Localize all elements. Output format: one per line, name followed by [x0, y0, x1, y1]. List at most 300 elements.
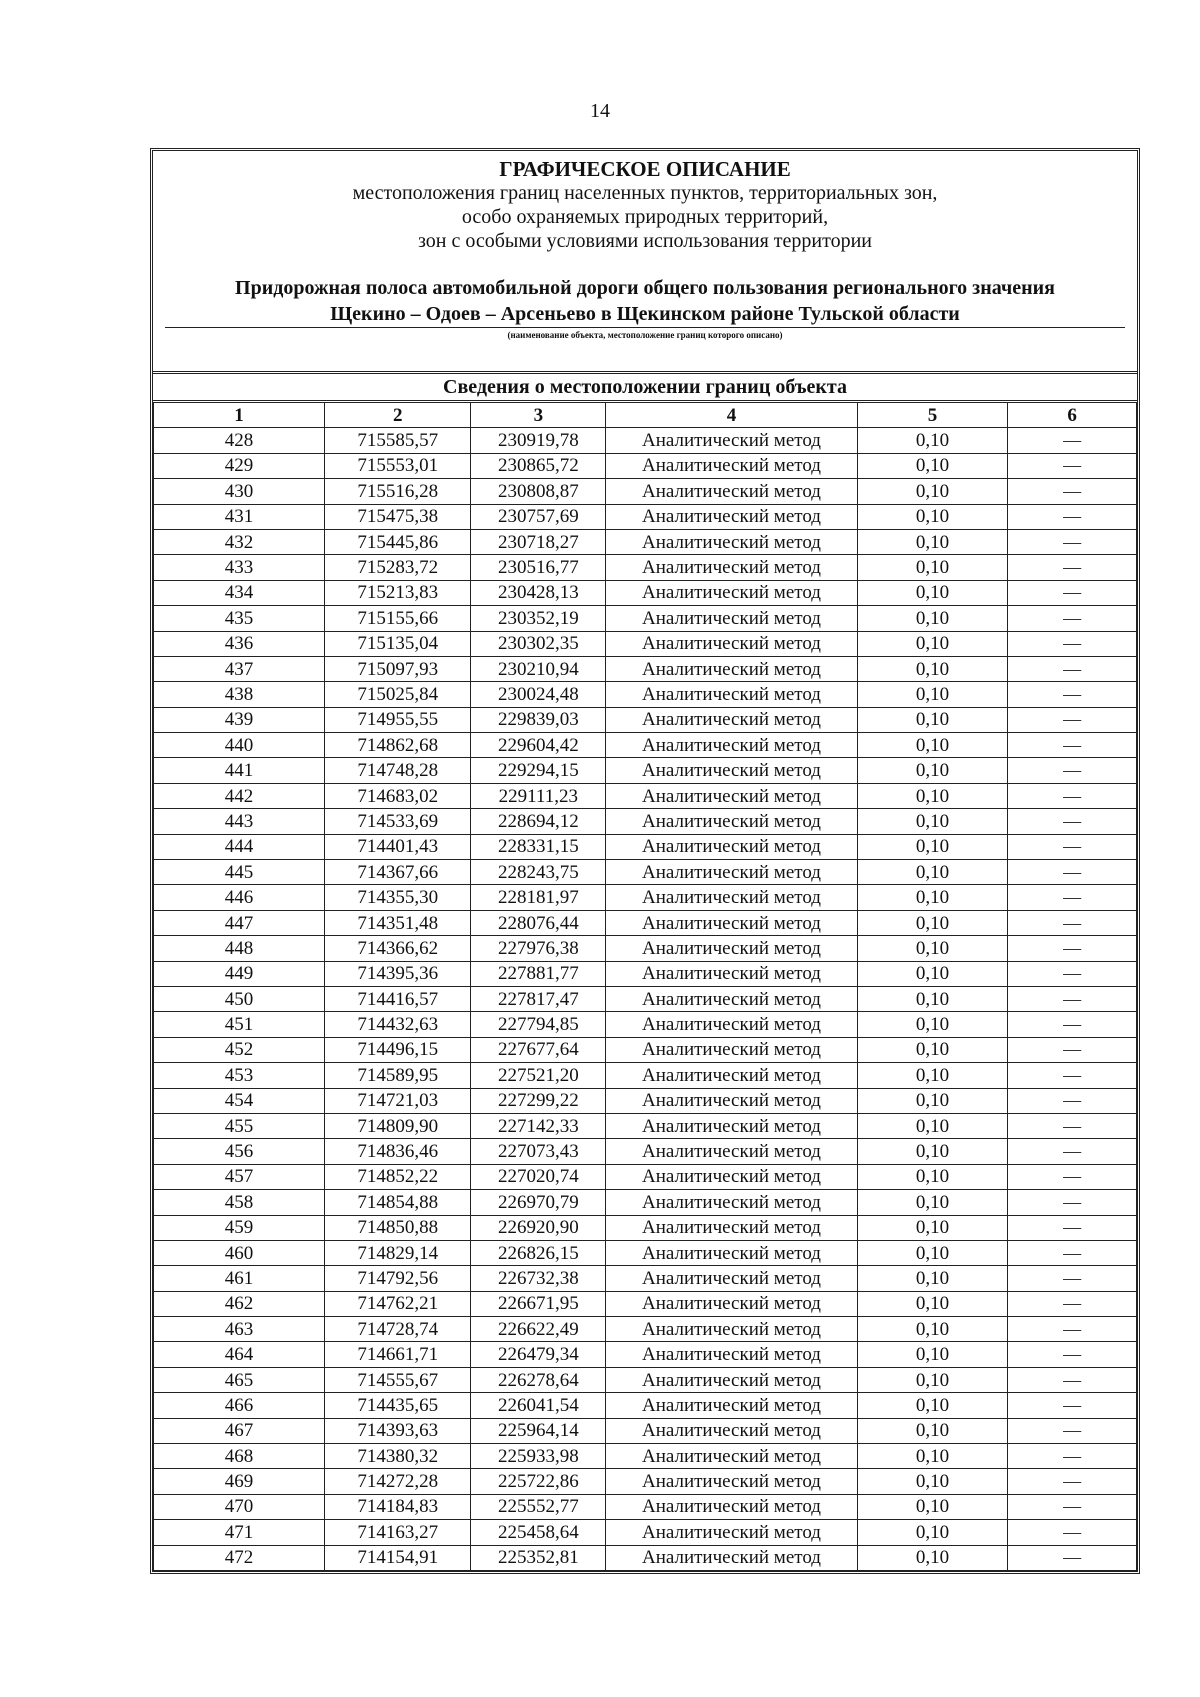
- accuracy-cell: 0,10: [857, 1494, 1007, 1519]
- point-number-cell: 432: [154, 529, 325, 554]
- table-header-row: [154, 402, 1137, 428]
- accuracy-cell: 0,10: [857, 479, 1007, 504]
- y-coordinate-cell: 225933,98: [471, 1444, 606, 1469]
- point-number-cell: 435: [154, 606, 325, 631]
- accuracy-cell: 0,10: [857, 1215, 1007, 1240]
- method-cell: Аналитический метод: [606, 1190, 858, 1215]
- description-cell: —: [1008, 707, 1137, 732]
- description-cell: —: [1008, 504, 1137, 529]
- description-cell: —: [1008, 529, 1137, 554]
- accuracy-cell: 0,10: [857, 1342, 1007, 1367]
- point-number-cell: 439: [154, 707, 325, 732]
- y-coordinate-cell: 226826,15: [471, 1240, 606, 1265]
- x-coordinate-cell: 714728,74: [325, 1317, 471, 1342]
- document-subtitle-line-2: особо охраняемых природных территорий,: [461, 206, 829, 228]
- y-coordinate-cell: 230919,78: [471, 428, 606, 453]
- description-cell: —: [1008, 1418, 1137, 1443]
- accuracy-cell: 0,10: [857, 504, 1007, 529]
- y-coordinate-cell: 228181,97: [471, 885, 606, 910]
- description-cell: —: [1008, 555, 1137, 580]
- description-cell: —: [1008, 961, 1137, 986]
- method-cell: Аналитический метод: [606, 1063, 858, 1088]
- y-coordinate-cell: 227142,33: [471, 1113, 606, 1138]
- accuracy-cell: 0,10: [857, 910, 1007, 935]
- point-number-cell: 459: [154, 1215, 325, 1240]
- description-cell: —: [1008, 885, 1137, 910]
- table-row: [154, 580, 1137, 605]
- point-number-cell: 446: [154, 885, 325, 910]
- table-row: [154, 1139, 1137, 1164]
- accuracy-cell: 0,10: [857, 986, 1007, 1011]
- x-coordinate-cell: 715283,72: [325, 555, 471, 580]
- point-number-cell: 442: [154, 783, 325, 808]
- description-cell: —: [1008, 1494, 1137, 1519]
- method-cell: Аналитический метод: [606, 1545, 858, 1570]
- method-cell: Аналитический метод: [606, 1418, 858, 1443]
- description-cell: —: [1008, 1291, 1137, 1316]
- y-coordinate-cell: 225964,14: [471, 1418, 606, 1443]
- document-title: ГРАФИЧЕСКОЕ ОПИСАНИЕ: [499, 157, 791, 181]
- table-row: [154, 1088, 1137, 1113]
- accuracy-cell: 0,10: [857, 809, 1007, 834]
- description-cell: —: [1008, 479, 1137, 504]
- y-coordinate-cell: 226671,95: [471, 1291, 606, 1316]
- table-row: [154, 961, 1137, 986]
- table-row: [154, 733, 1137, 758]
- object-name: [165, 275, 1125, 328]
- point-number-cell: 466: [154, 1393, 325, 1418]
- point-number-cell: 434: [154, 580, 325, 605]
- y-coordinate-cell: 226479,34: [471, 1342, 606, 1367]
- point-number-cell: 472: [154, 1545, 325, 1570]
- y-coordinate-cell: 227881,77: [471, 961, 606, 986]
- table-row: [154, 453, 1137, 478]
- method-cell: Аналитический метод: [606, 1113, 858, 1138]
- point-number-cell: 461: [154, 1266, 325, 1291]
- method-cell: Аналитический метод: [606, 885, 858, 910]
- accuracy-cell: 0,10: [857, 1469, 1007, 1494]
- description-cell: —: [1008, 1164, 1137, 1189]
- method-cell: Аналитический метод: [606, 1444, 858, 1469]
- point-number-cell: 450: [154, 986, 325, 1011]
- x-coordinate-cell: 715553,01: [325, 453, 471, 478]
- point-number-cell: 449: [154, 961, 325, 986]
- method-cell: Аналитический метод: [606, 707, 858, 732]
- table-row: [154, 656, 1137, 681]
- description-cell: —: [1008, 606, 1137, 631]
- x-coordinate-cell: 714721,03: [325, 1088, 471, 1113]
- accuracy-cell: 0,10: [857, 1063, 1007, 1088]
- y-coordinate-cell: 227073,43: [471, 1139, 606, 1164]
- x-coordinate-cell: 714955,55: [325, 707, 471, 732]
- y-coordinate-cell: 228694,12: [471, 809, 606, 834]
- x-coordinate-cell: 714496,15: [325, 1037, 471, 1062]
- column-header-1: 1: [154, 402, 325, 428]
- description-cell: —: [1008, 1063, 1137, 1088]
- y-coordinate-cell: 230302,35: [471, 631, 606, 656]
- x-coordinate-cell: 714852,22: [325, 1164, 471, 1189]
- y-coordinate-cell: 229839,03: [471, 707, 606, 732]
- table-row: [154, 910, 1137, 935]
- description-cell: —: [1008, 1012, 1137, 1037]
- description-cell: —: [1008, 1139, 1137, 1164]
- method-cell: Аналитический метод: [606, 1367, 858, 1392]
- table-row: [154, 1393, 1137, 1418]
- table-row: [154, 1494, 1137, 1519]
- point-number-cell: 437: [154, 656, 325, 681]
- description-cell: —: [1008, 1215, 1137, 1240]
- y-coordinate-cell: 230757,69: [471, 504, 606, 529]
- point-number-cell: 448: [154, 936, 325, 961]
- description-cell: —: [1008, 1469, 1137, 1494]
- accuracy-cell: 0,10: [857, 656, 1007, 681]
- table-row: [154, 682, 1137, 707]
- y-coordinate-cell: 230516,77: [471, 555, 606, 580]
- description-cell: —: [1008, 936, 1137, 961]
- y-coordinate-cell: 229294,15: [471, 758, 606, 783]
- accuracy-cell: 0,10: [857, 555, 1007, 580]
- accuracy-cell: 0,10: [857, 606, 1007, 631]
- table-row: [154, 1037, 1137, 1062]
- table-body: [154, 428, 1137, 1571]
- accuracy-cell: 0,10: [857, 580, 1007, 605]
- table-row: [154, 428, 1137, 453]
- description-cell: —: [1008, 631, 1137, 656]
- description-cell: —: [1008, 1266, 1137, 1291]
- y-coordinate-cell: 230210,94: [471, 656, 606, 681]
- method-cell: Аналитический метод: [606, 758, 858, 783]
- x-coordinate-cell: 715097,93: [325, 656, 471, 681]
- method-cell: Аналитический метод: [606, 682, 858, 707]
- point-number-cell: 438: [154, 682, 325, 707]
- x-coordinate-cell: 714366,62: [325, 936, 471, 961]
- x-coordinate-cell: 714380,32: [325, 1444, 471, 1469]
- accuracy-cell: 0,10: [857, 1317, 1007, 1342]
- x-coordinate-cell: 715445,86: [325, 529, 471, 554]
- point-number-cell: 463: [154, 1317, 325, 1342]
- description-cell: —: [1008, 1240, 1137, 1265]
- accuracy-cell: 0,10: [857, 529, 1007, 554]
- y-coordinate-cell: 230024,48: [471, 682, 606, 707]
- point-number-cell: 462: [154, 1291, 325, 1316]
- document-subtitle-line-1: местоположения границ населенных пунктов, территориальных зон,: [352, 182, 938, 204]
- x-coordinate-cell: 714589,95: [325, 1063, 471, 1088]
- accuracy-cell: 0,10: [857, 733, 1007, 758]
- y-coordinate-cell: 229604,42: [471, 733, 606, 758]
- table-row: [154, 1444, 1137, 1469]
- accuracy-cell: 0,10: [857, 707, 1007, 732]
- description-cell: —: [1008, 1545, 1137, 1570]
- accuracy-cell: 0,10: [857, 1266, 1007, 1291]
- accuracy-cell: 0,10: [857, 1444, 1007, 1469]
- y-coordinate-cell: 227521,20: [471, 1063, 606, 1088]
- description-cell: —: [1008, 453, 1137, 478]
- column-header-4: 4: [606, 402, 858, 428]
- method-cell: Аналитический метод: [606, 656, 858, 681]
- y-coordinate-cell: 226622,49: [471, 1317, 606, 1342]
- method-cell: Аналитический метод: [606, 986, 858, 1011]
- document-frame: [150, 148, 1140, 1574]
- table-row: [154, 1317, 1137, 1342]
- accuracy-cell: 0,10: [857, 1190, 1007, 1215]
- table-row: [154, 1113, 1137, 1138]
- method-cell: Аналитический метод: [606, 1317, 858, 1342]
- point-number-cell: 429: [154, 453, 325, 478]
- accuracy-cell: 0,10: [857, 1139, 1007, 1164]
- y-coordinate-cell: 226920,90: [471, 1215, 606, 1240]
- table-row: [154, 809, 1137, 834]
- accuracy-cell: 0,10: [857, 834, 1007, 859]
- table-row: [154, 529, 1137, 554]
- accuracy-cell: 0,10: [857, 428, 1007, 453]
- point-number-cell: 471: [154, 1520, 325, 1545]
- y-coordinate-cell: 228331,15: [471, 834, 606, 859]
- table-row: [154, 783, 1137, 808]
- table-row: [154, 1291, 1137, 1316]
- description-cell: —: [1008, 1317, 1137, 1342]
- column-header-5: 5: [857, 402, 1007, 428]
- x-coordinate-cell: 714351,48: [325, 910, 471, 935]
- y-coordinate-cell: 227299,22: [471, 1088, 606, 1113]
- y-coordinate-cell: 225552,77: [471, 1494, 606, 1519]
- description-cell: —: [1008, 783, 1137, 808]
- x-coordinate-cell: 714792,56: [325, 1266, 471, 1291]
- x-coordinate-cell: 715516,28: [325, 479, 471, 504]
- x-coordinate-cell: 714154,91: [325, 1545, 471, 1570]
- method-cell: Аналитический метод: [606, 860, 858, 885]
- description-cell: —: [1008, 428, 1137, 453]
- accuracy-cell: 0,10: [857, 783, 1007, 808]
- x-coordinate-cell: 715135,04: [325, 631, 471, 656]
- point-number-cell: 460: [154, 1240, 325, 1265]
- x-coordinate-cell: 714748,28: [325, 758, 471, 783]
- description-cell: —: [1008, 1444, 1137, 1469]
- x-coordinate-cell: 714355,30: [325, 885, 471, 910]
- y-coordinate-cell: 230865,72: [471, 453, 606, 478]
- x-coordinate-cell: 714272,28: [325, 1469, 471, 1494]
- accuracy-cell: 0,10: [857, 1240, 1007, 1265]
- point-number-cell: 444: [154, 834, 325, 859]
- description-cell: —: [1008, 656, 1137, 681]
- x-coordinate-cell: 714163,27: [325, 1520, 471, 1545]
- method-cell: Аналитический метод: [606, 961, 858, 986]
- method-cell: Аналитический метод: [606, 606, 858, 631]
- y-coordinate-cell: 228076,44: [471, 910, 606, 935]
- object-name-line-1: Придорожная полоса автомобильной дороги общего пользования регионального значения: [235, 277, 1055, 299]
- point-number-cell: 456: [154, 1139, 325, 1164]
- x-coordinate-cell: 715475,38: [325, 504, 471, 529]
- accuracy-cell: 0,10: [857, 961, 1007, 986]
- table-row: [154, 758, 1137, 783]
- method-cell: Аналитический метод: [606, 1469, 858, 1494]
- point-number-cell: 469: [154, 1469, 325, 1494]
- table-row: [154, 1012, 1137, 1037]
- method-cell: Аналитический метод: [606, 1342, 858, 1367]
- x-coordinate-cell: 714836,46: [325, 1139, 471, 1164]
- method-cell: Аналитический метод: [606, 479, 858, 504]
- table-row: [154, 885, 1137, 910]
- accuracy-cell: 0,10: [857, 1088, 1007, 1113]
- accuracy-cell: 0,10: [857, 1545, 1007, 1570]
- x-coordinate-cell: 714683,02: [325, 783, 471, 808]
- table-row: [154, 1342, 1137, 1367]
- y-coordinate-cell: 230718,27: [471, 529, 606, 554]
- point-number-cell: 431: [154, 504, 325, 529]
- x-coordinate-cell: 715025,84: [325, 682, 471, 707]
- table-row: [154, 606, 1137, 631]
- x-coordinate-cell: 714416,57: [325, 986, 471, 1011]
- method-cell: Аналитический метод: [606, 1012, 858, 1037]
- y-coordinate-cell: 227794,85: [471, 1012, 606, 1037]
- x-coordinate-cell: 714555,67: [325, 1367, 471, 1392]
- method-cell: Аналитический метод: [606, 1139, 858, 1164]
- point-number-cell: 458: [154, 1190, 325, 1215]
- method-cell: Аналитический метод: [606, 1494, 858, 1519]
- x-coordinate-cell: 715585,57: [325, 428, 471, 453]
- point-number-cell: 457: [154, 1164, 325, 1189]
- y-coordinate-cell: 225458,64: [471, 1520, 606, 1545]
- table-row: [154, 1190, 1137, 1215]
- method-cell: Аналитический метод: [606, 555, 858, 580]
- method-cell: Аналитический метод: [606, 1215, 858, 1240]
- description-cell: —: [1008, 986, 1137, 1011]
- point-number-cell: 433: [154, 555, 325, 580]
- point-number-cell: 430: [154, 479, 325, 504]
- point-number-cell: 451: [154, 1012, 325, 1037]
- x-coordinate-cell: 714809,90: [325, 1113, 471, 1138]
- header-block: [153, 151, 1137, 351]
- method-cell: Аналитический метод: [606, 910, 858, 935]
- y-coordinate-cell: 230352,19: [471, 606, 606, 631]
- table-row: [154, 1418, 1137, 1443]
- point-number-cell: 428: [154, 428, 325, 453]
- method-cell: Аналитический метод: [606, 783, 858, 808]
- point-number-cell: 453: [154, 1063, 325, 1088]
- table-row: [154, 1545, 1137, 1570]
- method-cell: Аналитический метод: [606, 1520, 858, 1545]
- description-cell: —: [1008, 580, 1137, 605]
- table-row: [154, 1520, 1137, 1545]
- point-number-cell: 468: [154, 1444, 325, 1469]
- description-cell: —: [1008, 1520, 1137, 1545]
- y-coordinate-cell: 227817,47: [471, 986, 606, 1011]
- accuracy-cell: 0,10: [857, 1418, 1007, 1443]
- method-cell: Аналитический метод: [606, 453, 858, 478]
- x-coordinate-cell: 714762,21: [325, 1291, 471, 1316]
- accuracy-cell: 0,10: [857, 936, 1007, 961]
- x-coordinate-cell: 714533,69: [325, 809, 471, 834]
- x-coordinate-cell: 714367,66: [325, 860, 471, 885]
- x-coordinate-cell: 714435,65: [325, 1393, 471, 1418]
- point-number-cell: 441: [154, 758, 325, 783]
- section-title: Сведения о местоположении границ объекта: [153, 371, 1137, 400]
- table-row: [154, 1266, 1137, 1291]
- accuracy-cell: 0,10: [857, 1012, 1007, 1037]
- y-coordinate-cell: 227677,64: [471, 1037, 606, 1062]
- description-cell: —: [1008, 733, 1137, 758]
- x-coordinate-cell: 714393,63: [325, 1418, 471, 1443]
- point-number-cell: 443: [154, 809, 325, 834]
- document-subtitle-line-3: зон с особыми условиями использования территории: [417, 230, 873, 252]
- x-coordinate-cell: 714395,36: [325, 961, 471, 986]
- accuracy-cell: 0,10: [857, 682, 1007, 707]
- point-number-cell: 436: [154, 631, 325, 656]
- x-coordinate-cell: 714854,88: [325, 1190, 471, 1215]
- table-row: [154, 1215, 1137, 1240]
- x-coordinate-cell: 714184,83: [325, 1494, 471, 1519]
- column-header-2: 2: [325, 402, 471, 428]
- y-coordinate-cell: 230808,87: [471, 479, 606, 504]
- accuracy-cell: 0,10: [857, 1520, 1007, 1545]
- point-number-cell: 467: [154, 1418, 325, 1443]
- x-coordinate-cell: 714862,68: [325, 733, 471, 758]
- point-number-cell: 440: [154, 733, 325, 758]
- table-row: [154, 986, 1137, 1011]
- point-number-cell: 447: [154, 910, 325, 935]
- description-cell: —: [1008, 1113, 1137, 1138]
- point-number-cell: 454: [154, 1088, 325, 1113]
- table-row: [154, 504, 1137, 529]
- table-row: [154, 1240, 1137, 1265]
- table-row: [154, 1164, 1137, 1189]
- x-coordinate-cell: 714661,71: [325, 1342, 471, 1367]
- point-number-cell: 464: [154, 1342, 325, 1367]
- table-row: [154, 1367, 1137, 1392]
- y-coordinate-cell: 225352,81: [471, 1545, 606, 1570]
- x-coordinate-cell: 715155,66: [325, 606, 471, 631]
- object-name-caption: (наименование объекта, местоположение границ которого описано): [507, 330, 783, 340]
- point-number-cell: 445: [154, 860, 325, 885]
- y-coordinate-cell: 227020,74: [471, 1164, 606, 1189]
- method-cell: Аналитический метод: [606, 1393, 858, 1418]
- accuracy-cell: 0,10: [857, 1037, 1007, 1062]
- point-number-cell: 470: [154, 1494, 325, 1519]
- table-row: [154, 860, 1137, 885]
- table-row: [154, 631, 1137, 656]
- method-cell: Аналитический метод: [606, 631, 858, 656]
- description-cell: —: [1008, 860, 1137, 885]
- description-cell: —: [1008, 682, 1137, 707]
- table-row: [154, 1063, 1137, 1088]
- accuracy-cell: 0,10: [857, 758, 1007, 783]
- accuracy-cell: 0,10: [857, 1113, 1007, 1138]
- x-coordinate-cell: 714829,14: [325, 1240, 471, 1265]
- y-coordinate-cell: 227976,38: [471, 936, 606, 961]
- table-row: [154, 936, 1137, 961]
- y-coordinate-cell: 228243,75: [471, 860, 606, 885]
- object-name-line-2: Щекино – Одоев – Арсеньево в Щекинском районе Тульской области: [330, 303, 960, 325]
- table-row: [154, 555, 1137, 580]
- y-coordinate-cell: 226970,79: [471, 1190, 606, 1215]
- x-coordinate-cell: 714432,63: [325, 1012, 471, 1037]
- method-cell: Аналитический метод: [606, 1164, 858, 1189]
- y-coordinate-cell: 226041,54: [471, 1393, 606, 1418]
- method-cell: Аналитический метод: [606, 1266, 858, 1291]
- method-cell: Аналитический метод: [606, 1088, 858, 1113]
- description-cell: —: [1008, 809, 1137, 834]
- accuracy-cell: 0,10: [857, 453, 1007, 478]
- description-cell: —: [1008, 1367, 1137, 1392]
- method-cell: Аналитический метод: [606, 428, 858, 453]
- coordinates-table: [153, 400, 1137, 1571]
- method-cell: Аналитический метод: [606, 504, 858, 529]
- accuracy-cell: 0,10: [857, 1291, 1007, 1316]
- table-row: [154, 1469, 1137, 1494]
- method-cell: Аналитический метод: [606, 1240, 858, 1265]
- point-number-cell: 452: [154, 1037, 325, 1062]
- table-row: [154, 479, 1137, 504]
- page-number: 14: [590, 100, 610, 122]
